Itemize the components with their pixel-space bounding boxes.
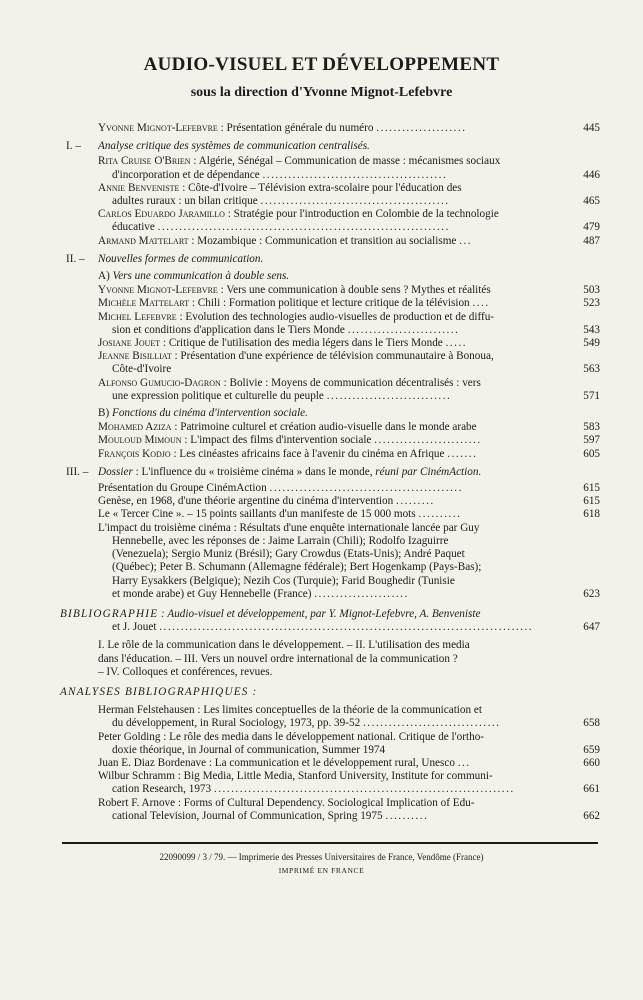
bibliography-title: : Audio-visuel et développement, par Y. Mignot-Lefebvre, A. Benveniste xyxy=(158,607,481,620)
page-number: 661 xyxy=(583,783,600,796)
page-number: 597 xyxy=(583,434,600,447)
entry-title: : Patrimoine culturel et création audio-visuelle dans le monde arabe xyxy=(171,421,477,434)
entry-title: : Stratégie pour l'introduction en Colombie de la technologie xyxy=(224,208,499,221)
toc-entry: Armand Mattelart : Mozambique : Communication et transition au socialisme ... 487 xyxy=(98,234,600,247)
author-name: Yvonne Mignot-Lefebvre xyxy=(98,284,218,297)
bibliography-authors: et J. Jouet xyxy=(112,621,157,634)
section-heading-2 xyxy=(60,253,600,266)
author-name: Rita Cruise O'Brien xyxy=(98,155,191,168)
entry-title: Présentation du Groupe CinémAction xyxy=(98,482,267,495)
entry-title: : Vers une communication à double sens ? Mythes et réalités xyxy=(217,284,491,297)
analysis-entry: Wilbur Schramm : Big Media, Little Media, Stanford University, Institute for communi- cation Research, 1973 ...................................................................... 661 xyxy=(98,770,600,796)
subsection-title: Vers une communication à double sens. xyxy=(112,270,290,283)
entry-line: (Québec); Peter B. Schumann (Allemagne fédérale); Bert Hogenkamp (Pays-Bas); xyxy=(112,561,482,574)
entry-title: Genèse, en 1968, d'une théorie argentine du cinéma d'intervention xyxy=(98,495,394,508)
entry-title: : L'impact des films d'intervention sociale xyxy=(181,434,372,447)
entry-line: (Venezuela); Sergio Muniz (Brésil); Gary Crowdus (Etats-Unis); André Paquet xyxy=(112,548,465,561)
subsection-title: Fonctions du cinéma d'intervention sociale. xyxy=(111,407,308,420)
analysis-entry: Herman Felstehausen : Les limites conceptuelles de la théorie de la communication et du développement, in Rural Sociology, 1973, pp. 39-52 ................................ 658 xyxy=(98,704,600,730)
section-title-dossier: Dossier xyxy=(98,465,133,478)
page-number: 523 xyxy=(583,297,600,310)
entry-title: : Présentation générale du numéro xyxy=(217,122,374,134)
page-number: 583 xyxy=(583,421,600,434)
analyses-section xyxy=(60,686,600,823)
toc-entry-impact: L'impact du troisième cinéma : Résultats d'une enquête internationale lancée par Guy Hennebelle, avec les réponses de : Jaime Larrain (Chili); Rodolfo Izaguirre (Venezuela); Sergio Muniz (Brésil); Gary Crowdus (Etats-Unis); André Paquet (Québec); Peter B. Schumann (Allemagne fédérale); Bert Hogenkamp (Pays-Bas); Harry Eysakkers (Belgique); Nezih Cos (Turquie); Farid Boughedir (Tunisie et monde arabe) et Guy Hennebelle (France) ...................... 623 xyxy=(98,521,600,600)
bibliography-section: BIBLIOGRAPHIE : Audio-visuel et développement, par Y. Mignot-Lefebvre, A. Benveniste et J. Jouet ....................................................................................... 647 I. Le rôle de la communication dans le développement. – II. L'utilisation des media dans l'éducation. – III. Vers un nouvel ordre international de la communication ? – IV. Colloques et conférences, revues. xyxy=(60,607,600,678)
page-number: 662 xyxy=(583,809,600,822)
page-number: 605 xyxy=(583,447,600,460)
entry-line: Hennebelle, avec les réponses de : Jaime Larrain (Chili); Rodolfo Izaguirre xyxy=(112,534,449,547)
page-number: 618 xyxy=(583,508,600,521)
author-name: Yvonne Mignot-Lefebvre xyxy=(98,122,218,134)
author-name: Mouloud Mimoun xyxy=(98,434,182,447)
author-name: Josiane Jouet xyxy=(98,337,161,350)
page-title: AUDIO-VISUEL ET DÉVELOPPEMENT xyxy=(143,54,500,75)
entry-title: : Bolivie : Moyens de communication décentralisés : vers xyxy=(220,376,481,389)
toc-entry: Rita Cruise O'Brien : Algérie, Sénégal – Communication de masse : mécanismes sociaux d'incorporation et de dépendance ........................................... 446 xyxy=(98,155,600,181)
author-name: Jeanne Bisilliat xyxy=(98,350,172,363)
page-number: 571 xyxy=(583,389,600,402)
analysis-entry: Robert F. Arnove : Forms of Cultural Dependency. Sociological Implication of Edu- cational Television, Journal of Communication, Spring 1975 .......... 662 xyxy=(98,796,600,822)
printer-line: 22090099 / 3 / 79. — Imprimerie des Presses Universitaires de France, Vendôme (France) xyxy=(159,852,484,862)
toc-entry: Genèse, en 1968, d'une théorie argentine du cinéma d'intervention ......... 615 xyxy=(98,495,600,508)
entry-title-cont: Côte-d'Ivoire xyxy=(112,363,172,376)
toc-entry: Michèle Mattelart : Chili : Formation politique et lecture critique de la télévision .... 523 xyxy=(98,297,600,310)
page-number: 658 xyxy=(583,717,600,730)
subsection-heading-a xyxy=(60,270,600,283)
page-number: 615 xyxy=(583,495,600,508)
subsection-label: B) xyxy=(98,407,110,420)
page-subtitle: sous la direction d'Yvonne Mignot-Lefebvre xyxy=(190,85,453,100)
page-number: 445 xyxy=(583,122,600,134)
author-name: Alfonso Gumucio-Dagron xyxy=(98,376,221,389)
page-number: 503 xyxy=(583,284,600,297)
page-number: 549 xyxy=(583,337,600,350)
toc-entry xyxy=(60,421,600,434)
entry-title: : Evolution des technologies audio-visuelles de production et de diffu- xyxy=(176,310,495,323)
toc-entry xyxy=(60,350,600,376)
bibliography-description: I. Le rôle de la communication dans le développement. – II. L'utilisation des media dans l'éducation. – III. Vers un nouvel ordre international de la communication ? – IV. Colloques et conférences, revues. xyxy=(98,639,470,678)
entry-title: : Présentation d'une expérience de télévision communautaire à Bonoua, xyxy=(171,350,494,363)
author-name: Michèle Mattelart xyxy=(98,297,190,310)
section-title: Nouvelles formes de communication. xyxy=(98,252,264,265)
printer-footer xyxy=(0,851,643,877)
entry-title-cont: une expression politique et culturelle du peuple xyxy=(112,389,324,402)
page-number: 487 xyxy=(583,234,600,247)
section-title: Analyse critique des systèmes de communication centralisés. xyxy=(98,140,370,153)
section-heading-1 xyxy=(60,140,600,153)
footer-rule xyxy=(62,842,598,844)
bibliography-heading: BIBLIOGRAPHIE xyxy=(60,607,159,620)
entry-title: : Mozambique : Communication et transition au socialisme xyxy=(188,234,457,247)
page-number: 465 xyxy=(583,195,600,208)
subsection-label: A) xyxy=(98,270,110,283)
page-number: 623 xyxy=(583,587,600,600)
entry-title: : Côte-d'Ivoire – Télévision extra-scolaire pour l'éducation des xyxy=(179,181,462,194)
entry-title: : Critique de l'utilisation des media légers dans le Tiers Monde xyxy=(160,337,443,350)
section-number: I. – xyxy=(66,140,81,153)
toc-entry: Mouloud Mimoun : L'impact des films d'intervention sociale ......................... 597 xyxy=(98,434,600,447)
author-name: Annie Benveniste xyxy=(98,181,180,194)
toc-entry: Présentation du Groupe CinémAction ............................................. 615 xyxy=(98,482,600,495)
page-number: 543 xyxy=(583,323,600,336)
section-title-credit: réuni par CinémAction. xyxy=(375,465,482,478)
author-name: François Kodjo xyxy=(98,447,171,460)
toc-entry: Josiane Jouet : Critique de l'utilisation des media légers dans le Tiers Monde ..... 549 xyxy=(98,337,600,350)
toc-entry: Michel Lefebvre : Evolution des technologies audio-visuelles de production et de diffu- sion et conditions d'application dans le Tiers Monde .......................... 543 xyxy=(98,310,600,336)
section-number: II. – xyxy=(66,252,85,265)
toc-entry: Le « Tercer Cine ». – 15 points saillants d'un manifeste de 15 000 mots .......... 618 xyxy=(98,508,600,521)
toc-entry-intro: Yvonne Mignot-Lefebvre : Présentation générale du numéro ..................... 445 xyxy=(98,122,600,134)
author-name: Mohamed Aziza xyxy=(98,421,172,434)
toc-entry: François Kodjo : Les cinéastes africains face à l'avenir du cinéma en Afrique ....... 605 xyxy=(98,447,600,460)
toc-entry: Carlos Eduardo Jaramillo : Stratégie pour l'introduction en Colombie de la technologie éducative .................................................................... 479 xyxy=(98,208,600,234)
page-number: 446 xyxy=(583,168,600,181)
entry-title-cont: d'incorporation et de dépendance xyxy=(112,168,260,181)
author-name: Armand Mattelart xyxy=(98,234,189,247)
section-title: : L'influence du « troisième cinéma » dans le monde, xyxy=(132,465,376,478)
subsection-heading-b xyxy=(60,407,600,420)
printed-in: IMPRIMÉ EN FRANCE xyxy=(278,866,365,875)
entry-line: Harry Eysakkers (Belgique); Nezih Cos (Turquie); Farid Boughedir (Tunisie xyxy=(112,574,455,587)
entry-title: Le « Tercer Cine ». – 15 points saillants d'un manifeste de 15 000 mots xyxy=(98,508,416,521)
entry-line: L'impact du troisième cinéma : Résultats d'une enquête internationale lancée par Guy xyxy=(98,521,480,534)
page-number: 479 xyxy=(583,221,600,234)
section-heading-3 xyxy=(60,466,600,479)
entry-title: : Chili : Formation politique et lecture critique de la télévision xyxy=(189,297,470,310)
section-number: III. – xyxy=(66,465,89,478)
page-number: 647 xyxy=(583,621,600,634)
entry-title: : Algérie, Sénégal – Communication de masse : mécanismes sociaux xyxy=(190,155,501,168)
entry-title-cont: sion et conditions d'application dans le Tiers Monde xyxy=(112,323,345,336)
author-name: Michel Lefebvre xyxy=(98,310,177,323)
entry-title-cont: adultes ruraux : un bilan critique xyxy=(112,195,258,208)
page-number: 615 xyxy=(583,482,600,495)
author-name: Carlos Eduardo Jaramillo xyxy=(98,208,225,221)
analysis-entry: Juan E. Diaz Bordenave : La communication et le développement rural, Unesco ... 660 xyxy=(98,756,600,769)
table-of-contents xyxy=(60,122,600,823)
page-number: 660 xyxy=(583,756,600,769)
entry-title: : Les cinéastes africains face à l'avenir du cinéma en Afrique xyxy=(170,447,445,460)
entry-line: et monde arabe) et Guy Hennebelle (France) xyxy=(112,587,312,600)
entry-title-cont: éducative xyxy=(112,221,155,234)
analyses-heading: ANALYSES BIBLIOGRAPHIQUES : xyxy=(60,685,258,698)
toc-entry xyxy=(60,284,600,297)
page-number: 563 xyxy=(583,363,600,376)
page-number: 659 xyxy=(583,743,600,756)
toc-entry: Annie Benveniste : Côte-d'Ivoire – Télévision extra-scolaire pour l'éducation des adultes ruraux : un bilan critique ............................................ 465 xyxy=(98,181,600,208)
toc-entry: Alfonso Gumucio-Dagron : Bolivie : Moyens de communication décentralisés : vers une expression politique et culturelle du peuple ............................. 571 xyxy=(98,376,600,402)
analysis-entry: Peter Golding : Le rôle des media dans le développement national. Critique de l'ortho- doxie théorique, in Journal of communication, Summer 1974 659 xyxy=(98,730,600,756)
